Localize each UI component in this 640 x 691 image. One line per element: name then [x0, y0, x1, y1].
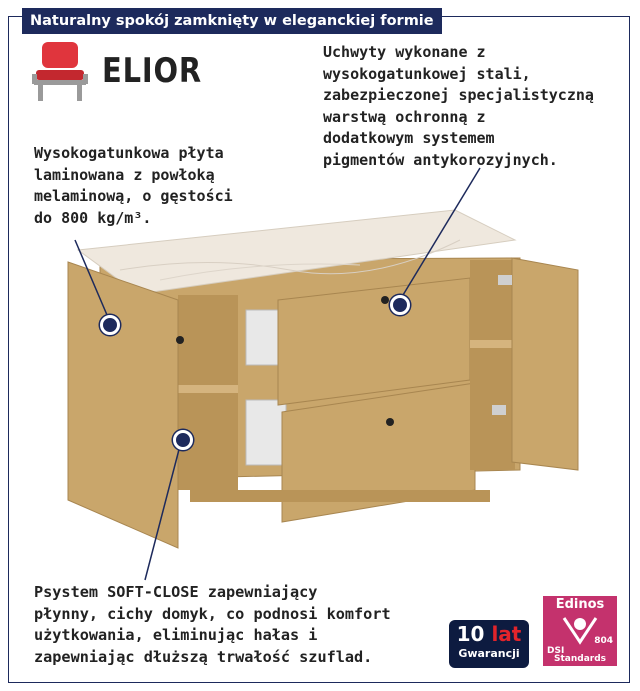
- callout-line: zabezpieczonej specjalistyczną: [323, 86, 594, 104]
- callout-line: zapewniając dłuższą trwałość szuflad.: [34, 647, 373, 666]
- callout-line: pigmentów antykorozyjnych.: [323, 150, 558, 169]
- callout-line: płynny, cichy domyk, co podnosi komfort: [34, 604, 391, 623]
- edinos-code: 804: [594, 636, 613, 646]
- callout-line: dodatkowym systemem: [323, 129, 495, 147]
- callout-line: laminowana z powłoką: [34, 165, 215, 184]
- brand-name: ELIOR: [102, 51, 202, 91]
- edinos-dsi: DSI: [547, 646, 565, 656]
- callout-line: wysokogatunkowej stali,: [323, 64, 531, 83]
- callout-line: do 800 kg/m³.: [34, 208, 152, 227]
- callout-line: Uchwyty wykonane z: [323, 43, 486, 61]
- callout-line: użytkowania, eliminując hałas i: [34, 626, 318, 644]
- warranty-unit: lat: [491, 622, 522, 646]
- callout-line: Wysokogatunkowa płyta: [34, 144, 224, 162]
- marker-board[interactable]: [100, 315, 120, 335]
- callout-line: warstwą ochronną z: [323, 107, 486, 126]
- edinos-standards: Standards: [553, 654, 607, 664]
- edinos-title: Edinos: [555, 597, 605, 612]
- warranty-label: Gwarancji: [458, 647, 520, 660]
- marker-softclose[interactable]: [173, 430, 193, 450]
- page-title: Naturalny spokój zamknięty w eleganckiej formie: [22, 8, 442, 34]
- marker-handles[interactable]: [390, 295, 410, 315]
- callout-line: melaminową, o gęstości: [34, 187, 233, 205]
- callout-line: Psystem SOFT-CLOSE zapewniający: [34, 583, 318, 601]
- warranty-number: 10: [456, 622, 485, 646]
- warranty-badge: [449, 620, 529, 668]
- callout-softclose: [34, 582, 454, 668]
- edinos-badge: [543, 596, 617, 666]
